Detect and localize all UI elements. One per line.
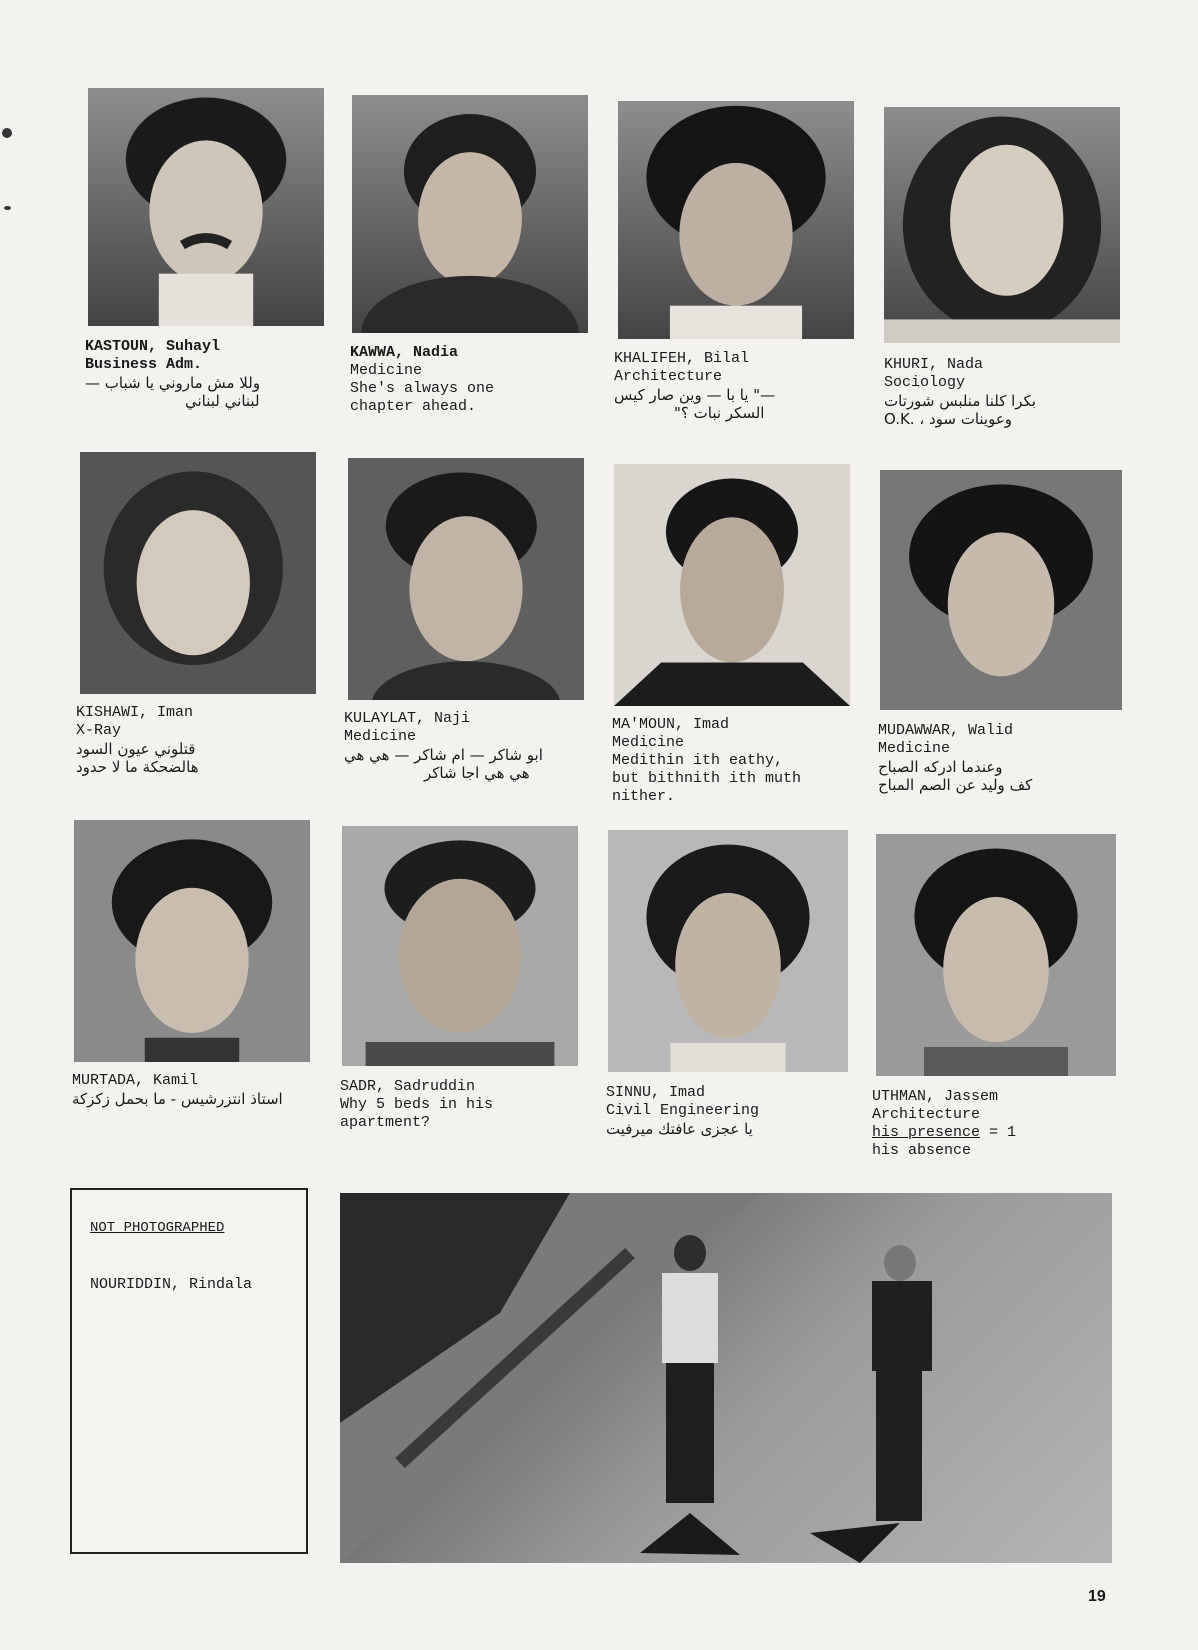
student-quote-line: Why 5 beds in his xyxy=(340,1096,494,1113)
caption-sinnu xyxy=(606,1084,759,1138)
student-program: Architecture xyxy=(872,1106,981,1123)
student-quote-line: his absence xyxy=(872,1142,972,1159)
portrait-kulaylat xyxy=(348,458,584,700)
student-quote-line: chapter ahead. xyxy=(350,398,477,415)
student-quote-line: وعندما ادركه الصباح xyxy=(878,758,1003,776)
student-quote-line xyxy=(872,1124,1016,1142)
caption-kastoun xyxy=(85,338,285,410)
portrait-sinnu xyxy=(608,830,848,1072)
student-quote-line: السكر نبات ؟" xyxy=(674,404,765,422)
portrait-sadr xyxy=(342,826,578,1066)
student-program: X-Ray xyxy=(76,722,122,739)
student-quote-line: وللا مش ماروني يا شباب — xyxy=(85,374,261,392)
caption-kawwa xyxy=(350,344,494,416)
portrait-uthman xyxy=(876,834,1116,1076)
caption-sadr xyxy=(340,1078,493,1132)
quote-underlined: his presence xyxy=(872,1124,981,1141)
student-name: KULAYLAT, Naji xyxy=(344,710,471,727)
portrait-kawwa xyxy=(352,95,588,333)
student-quote-line: ابو شاكر — ام شاكر — هي هي xyxy=(344,746,543,764)
student-name: MURTADA, Kamil xyxy=(72,1072,199,1089)
student-name: MA'MOUN, Imad xyxy=(612,716,730,733)
student-program: Business Adm. xyxy=(85,356,203,373)
student-quote-line: قتلوني عيون السود xyxy=(76,740,196,758)
student-name: KHALIFEH, Bilal xyxy=(614,350,750,367)
caption-mamoun xyxy=(612,716,801,806)
student-program: Architecture xyxy=(614,368,723,385)
quote-rest: = 1 xyxy=(980,1124,1017,1141)
student-quote-line: but bithnith ith muth xyxy=(612,770,802,787)
portrait-khalifeh xyxy=(618,101,854,339)
student-program: Medicine xyxy=(612,734,685,751)
student-quote-line: كف وليد عن الصم المباح xyxy=(878,776,1033,794)
portrait-khuri xyxy=(884,107,1120,343)
student-quote-line: apartment? xyxy=(340,1114,431,1131)
student-program: Sociology xyxy=(884,374,966,391)
student-name: KHURI, Nada xyxy=(884,356,984,373)
caption-kulaylat xyxy=(344,710,543,782)
student-name: KISHAWI, Iman xyxy=(76,704,194,721)
student-quote-line: لبناني لبناني xyxy=(185,392,260,410)
portrait-kastoun xyxy=(88,88,324,326)
caption-khalifeh xyxy=(614,350,775,422)
portrait-mamoun xyxy=(614,464,850,706)
student-name: KAWWA, Nadia xyxy=(350,344,459,361)
student-quote-line: She's always one xyxy=(350,380,495,397)
caption-kishawi xyxy=(76,704,199,776)
student-quote-line: يا عجزى عافتك ميرفيت xyxy=(606,1120,753,1138)
student-program: Civil Engineering xyxy=(606,1102,760,1119)
student-quote-line: هالضحكة ما لا حدود xyxy=(76,758,199,776)
student-name: UTHMAN, Jassem xyxy=(872,1088,999,1105)
student-quote-line: هي هي اجا شاكر xyxy=(424,764,530,782)
candid-photo xyxy=(340,1193,1112,1563)
student-name: MUDAWWAR, Walid xyxy=(878,722,1014,739)
not-photographed-heading: NOT PHOTOGRAPHED xyxy=(90,1220,225,1236)
student-quote-line: O.K. ، وعوينات سود xyxy=(884,410,1013,428)
student-quote-line: nither. xyxy=(612,788,676,805)
scan-mark xyxy=(2,128,12,138)
caption-uthman xyxy=(872,1088,1016,1160)
student-name: SINNU, Imad xyxy=(606,1084,706,1101)
student-quote-line: Medithin ith eathy, xyxy=(612,752,784,769)
caption-khuri xyxy=(884,356,1036,428)
page-number: 19 xyxy=(1088,1588,1106,1605)
not-photographed-box xyxy=(70,1188,308,1554)
portrait-mudawwar xyxy=(880,470,1122,710)
student-program: Medicine xyxy=(344,728,417,745)
caption-murtada xyxy=(72,1072,283,1108)
portrait-kishawi xyxy=(80,452,316,694)
scan-mark xyxy=(4,206,11,210)
portrait-murtada xyxy=(74,820,310,1062)
student-program: Medicine xyxy=(350,362,423,379)
student-quote-line: —" يا با — وين صار كيس xyxy=(614,386,776,404)
student-quote-line: بكرا كلنا منلبس شورتات xyxy=(884,392,1037,410)
not-photographed-name: NOURIDDIN, Rindala xyxy=(90,1276,253,1293)
caption-mudawwar xyxy=(878,722,1032,794)
student-name: SADR, Sadruddin xyxy=(340,1078,476,1095)
student-program: Medicine xyxy=(878,740,951,757)
student-quote-line: استاذ انتزرشيس - ما بحمل زكزكة xyxy=(72,1090,283,1108)
student-name: KASTOUN, Suhayl xyxy=(85,338,221,355)
